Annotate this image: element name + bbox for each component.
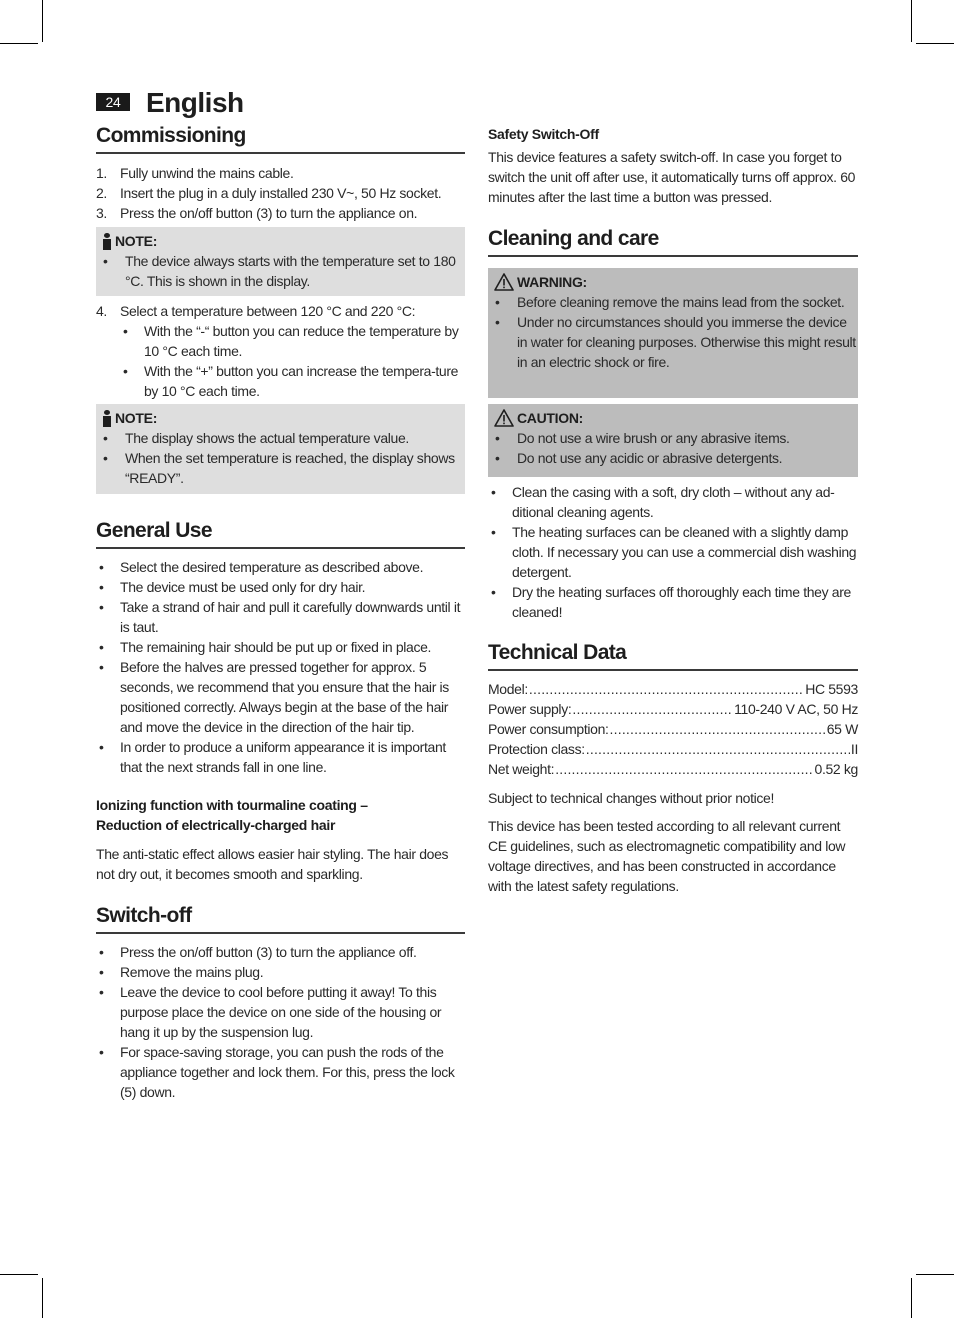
crop-mark — [911, 0, 912, 42]
list-item: • The heating surfaces can be cleaned with a slightly damp cloth. If necessary you can use a commercial dish washing detergent. — [488, 522, 858, 582]
list-item: • Before the halves are pressed together for approx. 5 seconds, we recommend that you ensure that the hair is positioned correctly. Always begin at the base of the hair and move the device in the direction of the hair tip. — [96, 657, 465, 737]
ce-text: This device has been tested according to all relevant current CE guidelines, such as electromagnetic compatibility and low voltage directives, and has been constructed in accordance with the latest safety regulations. — [488, 818, 846, 894]
commissioning-steps — [96, 163, 465, 223]
list-item: • Before cleaning remove the mains lead from the socket. — [488, 292, 858, 312]
warning-box — [488, 268, 858, 398]
list-item: • Under no circumstances should you immerse the device in water for cleaning purposes. Otherwise this might result in an electric shock or fire. — [488, 312, 858, 372]
table-row: Model: ..... HC 5593 — [488, 679, 858, 699]
crop-mark — [0, 1274, 38, 1275]
note-box — [96, 227, 465, 296]
note-title: NOTE: — [115, 410, 158, 426]
list-item: • Dry the heating surfaces off thoroughly each time they are cleaned! — [488, 582, 858, 622]
list-item: • Remove the mains plug. — [96, 962, 465, 982]
switch-off-list — [96, 942, 465, 1102]
list-item: 3. Press the on/off button (3) to turn the appliance on. — [96, 205, 418, 221]
list-item: • For space-saving storage, you can push the rods of the appliance together and lock them. For this, press the lock (5) down. — [96, 1042, 465, 1102]
crop-mark — [916, 1274, 954, 1275]
note-box — [96, 404, 465, 494]
list-item: • The display shows the actual temperature value. — [96, 428, 465, 448]
general-use-list — [96, 557, 465, 777]
caution-box — [488, 404, 858, 477]
list-item: • When the set temperature is reached, the display shows “READY”. — [96, 448, 465, 488]
caution-list — [488, 428, 858, 468]
list-item: • Select the desired temperature as described above. — [96, 557, 465, 577]
list-item: 1. Fully unwind the mains cable. — [96, 165, 294, 181]
info-icon — [102, 410, 112, 427]
page-number: 24 — [96, 93, 130, 111]
ionizing-text: The anti-static effect allows easier hair styling. The hair does not dry out, it becomes smooth and sparkling. — [96, 846, 449, 882]
list-item: • Take a strand of hair and pull it carefully downwards until it is taut. — [96, 597, 465, 637]
crop-mark — [42, 1278, 43, 1318]
switch-off-heading: Switch-off — [96, 902, 465, 934]
warning-icon — [494, 409, 514, 427]
list-item: • Press the on/off button (3) to turn the appliance off. — [96, 942, 465, 962]
commissioning-step-4 — [96, 301, 465, 401]
note-list — [96, 428, 465, 488]
table-row: Net weight: ..... 0.52 kg — [488, 759, 858, 779]
table-row: Protection class: ..... II — [488, 739, 858, 759]
safety-switch-off-heading: Safety Switch-Off — [488, 126, 599, 142]
technical-data-table — [488, 679, 858, 779]
crop-mark — [42, 0, 43, 42]
list-item: • The device always starts with the temperature set to 180 °C. This is shown in the display. — [96, 251, 465, 291]
cleaning-list — [488, 482, 858, 622]
list-item: • Do not use any acidic or abrasive detergents. — [488, 448, 858, 468]
note-list — [96, 251, 465, 291]
technical-notice: Subject to technical changes without prior notice! — [488, 790, 775, 806]
step-4-sublist — [120, 321, 465, 401]
ionizing-heading: Ionizing function with tourmaline coating – Reduction of electrically-charged hair — [96, 797, 368, 833]
list-item: • In order to produce a uniform appearance it is important that the next strands fall in one line. — [96, 737, 465, 777]
general-use-heading: General Use — [96, 517, 465, 549]
warning-list — [488, 292, 858, 372]
info-icon — [102, 233, 112, 250]
table-row: Power supply: ..... 110-240 V AC, 50 Hz — [488, 699, 858, 719]
crop-mark — [911, 1278, 912, 1318]
commissioning-heading: Commissioning — [96, 122, 465, 154]
safety-switch-off-text: This device features a safety switch-off. In case you forget to switch the unit off after use, it automatically turns off approx. 60 minutes after the last time a button was pressed. — [488, 149, 856, 205]
table-row: Power consumption: ..... 65 W — [488, 719, 858, 739]
list-item: • Do not use a wire brush or any abrasive items. — [488, 428, 858, 448]
note-title: NOTE: — [115, 233, 158, 249]
list-item: • Leave the device to cool before putting it away! To this purpose place the device on one side of the housing or hang it up by the suspension lug. — [96, 982, 465, 1042]
cleaning-heading: Cleaning and care — [488, 225, 858, 257]
list-item: • With the “+” button you can increase the tempera-ture by 10 °C each time. — [120, 361, 465, 401]
list-item: • The remaining hair should be put up or fixed in place. — [96, 637, 465, 657]
list-item: • With the “-“ button you can reduce the temperature by 10 °C each time. — [120, 321, 465, 361]
list-item: • The device must be used only for dry hair. — [96, 577, 465, 597]
crop-mark — [0, 43, 38, 44]
warning-icon — [494, 273, 514, 291]
list-item: • Clean the casing with a soft, dry cloth – without any ad-ditional cleaning agents. — [488, 482, 858, 522]
crop-mark — [916, 43, 954, 44]
list-item: 4. Select a temperature between 120 °C and 220 °C: • With the “-“ button you can reduce the temperature by 10 °C each time. • With the “+” button you can increase the tempera-ture by 10 °C each time. — [96, 301, 465, 401]
list-item: 2. Insert the plug in a duly installed 230 V~, 50 Hz socket. — [96, 185, 442, 201]
page-language-title: English — [146, 87, 244, 118]
caution-title: CAUTION: — [517, 410, 584, 426]
technical-data-heading: Technical Data — [488, 639, 858, 671]
warning-title: WARNING: — [517, 274, 587, 290]
